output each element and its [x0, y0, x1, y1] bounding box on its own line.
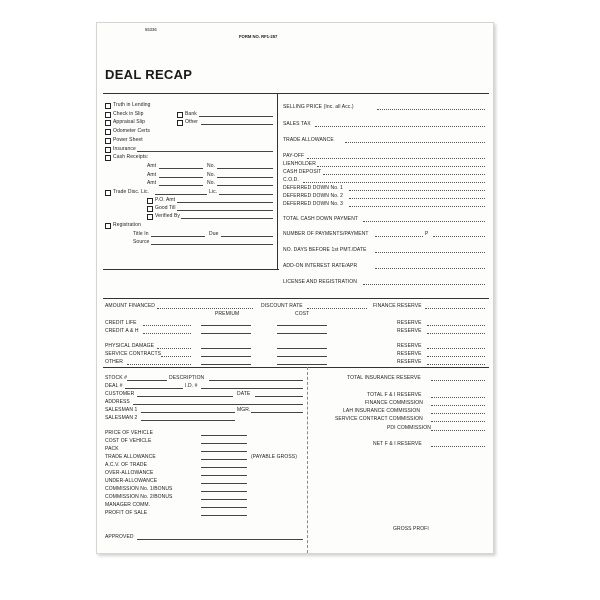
source-field[interactable]: [151, 244, 273, 245]
checklist-bottom-rule: [103, 269, 279, 270]
cost-of-vehicle-label: COST OF VEHICLE: [105, 438, 152, 444]
physical-damage-cost-field[interactable]: [277, 348, 327, 349]
service-contracts-label: SERVICE CONTRACTS: [105, 351, 162, 357]
salesman-1-label: SALESMAN 1: [105, 407, 138, 413]
other-coverage-reserve-label: RESERVE: [397, 359, 422, 365]
finance-commission-label: FINANCE COMMISSION: [365, 400, 423, 406]
credit-ah-reserve-field[interactable]: [427, 333, 485, 334]
credit-life-cost-field[interactable]: [277, 325, 327, 326]
profit-of-sale-label: PROFIT OF SALE: [105, 510, 148, 516]
selling-price-label: SELLING PRICE (Inc. all Acc.): [283, 104, 354, 110]
customer-field[interactable]: [137, 396, 233, 397]
physical-damage-dots: [157, 348, 191, 349]
license-field[interactable]: [363, 284, 485, 285]
discount-rate-field[interactable]: [307, 308, 367, 309]
insurance-field[interactable]: [137, 151, 273, 152]
no-field-1[interactable]: [217, 168, 273, 169]
bank-label: Bank: [185, 111, 197, 117]
description-label: DESCRIPTION: [169, 375, 205, 381]
finance-bottom-rule: [103, 367, 489, 368]
net-fi-reserve-label: NET F & I RESERVE: [373, 441, 422, 447]
no-days-label: NO. DAYS BEFORE 1st PMT./DATE: [283, 247, 367, 253]
other-coverage-premium-field[interactable]: [201, 364, 251, 365]
credit-life-premium-field[interactable]: [201, 325, 251, 326]
section-divider: [277, 93, 278, 269]
top-rule: [103, 93, 489, 94]
no-days-field[interactable]: [375, 252, 485, 253]
manager-comm-label: MANAGER COMM.: [105, 502, 151, 508]
po-amt-label: P.O. Amt: [155, 197, 176, 203]
physical-damage-reserve-field[interactable]: [427, 348, 485, 349]
under-allowance-field[interactable]: [201, 483, 247, 484]
commission-1-label: COMMISSION No. 1/BONUS: [105, 486, 173, 492]
total-insurance-reserve-label: TOTAL INSURANCE RESERVE: [347, 375, 421, 381]
pack-field[interactable]: [201, 451, 247, 452]
physical-damage-reserve-label: RESERVE: [397, 343, 422, 349]
other-coverage-label: OTHER: [105, 359, 123, 365]
total-cash-down-field[interactable]: [363, 221, 485, 222]
power-sheet-checkbox[interactable]: [105, 138, 111, 144]
deferred-down-3-field[interactable]: [349, 206, 485, 207]
id-field[interactable]: [201, 388, 303, 389]
credit-ah-premium-field[interactable]: [201, 333, 251, 334]
source-label: Source: [133, 239, 150, 245]
check-in-slip-checkbox[interactable]: [105, 112, 111, 118]
cod-field[interactable]: [303, 182, 485, 183]
amt-label-3: Amt: [147, 180, 157, 186]
service-contracts-dots: [161, 356, 191, 357]
commission-2-label: COMMISSION No. 2/BONUS: [105, 494, 173, 500]
verified-by-checkbox[interactable]: [147, 214, 153, 220]
amt-label-2: Amt: [147, 172, 157, 178]
stock-label: STOCK #: [105, 375, 128, 381]
truth-in-lending-checkbox[interactable]: [105, 103, 111, 109]
title-in-label: Title In: [133, 231, 149, 237]
cash-receipts-checkbox[interactable]: [105, 155, 111, 161]
cost-label: COST: [295, 311, 310, 317]
addon-interest-label: ADD-ON INTEREST RATE/APR: [283, 263, 358, 269]
salesman-2-field[interactable]: [141, 420, 235, 421]
id-label: I.D. #: [185, 383, 198, 389]
num-payments-field[interactable]: [375, 236, 423, 237]
credit-ah-reserve-label: RESERVE: [397, 328, 422, 334]
credit-ah-dots: [143, 333, 191, 334]
num-payments-label: NUMBER OF PAYMENTS/PAYMENT: [283, 231, 369, 237]
trade-allowance-vehicle-field[interactable]: [201, 459, 247, 460]
credit-ah-label: CREDIT A & H: [105, 328, 139, 334]
other-coverage-reserve-field[interactable]: [427, 364, 485, 365]
customer-label: CUSTOMER: [105, 391, 135, 397]
payment-amount-field[interactable]: [433, 236, 485, 237]
premium-label: PREMIUM: [215, 311, 240, 317]
no-label-2: No.: [207, 172, 216, 178]
finance-reserve-field[interactable]: [425, 308, 485, 309]
payable-gross-label: (PAYABLE GROSS): [251, 454, 297, 460]
bank-checkbox[interactable]: [177, 112, 183, 118]
deferred-down-2-label: DEFERRED DOWN No. 2: [283, 193, 343, 199]
pdi-commission-field[interactable]: [431, 430, 485, 431]
payoff-label: PAY-OFF: [283, 153, 305, 159]
cash-deposit-label: CASH DEPOSIT: [283, 169, 322, 175]
trade-disc-label: Trade Disc. Lic.: [113, 189, 150, 195]
lic-field[interactable]: [219, 194, 273, 195]
deal-label: DEAL #: [105, 383, 123, 389]
registration-label: Registration: [113, 222, 141, 228]
price-of-vehicle-label: PRICE OF VEHICLE: [105, 430, 153, 436]
service-contracts-reserve-label: RESERVE: [397, 351, 422, 357]
approved-field[interactable]: [137, 539, 303, 540]
amount-financed-label: AMOUNT FINANCED: [105, 303, 156, 309]
cost-of-vehicle-field[interactable]: [201, 443, 247, 444]
total-cash-down-label: TOTAL CASH DOWN PAYMENT: [283, 216, 359, 222]
good-till-label: Good Till: [155, 205, 176, 211]
credit-life-reserve-field[interactable]: [427, 325, 485, 326]
deal-recap-form: [96, 22, 494, 554]
trade-disc-field[interactable]: [155, 194, 207, 195]
sales-tax-field[interactable]: [315, 126, 485, 127]
vehicle-divider: [307, 367, 308, 553]
selling-price-field[interactable]: [377, 109, 485, 110]
commission-2-field[interactable]: [201, 499, 247, 500]
appraisal-slip-label: Appraisal Slip: [113, 119, 145, 125]
sales-tax-label: SALES TAX: [283, 121, 311, 127]
verified-by-label: Verified By: [155, 213, 181, 219]
date-field[interactable]: [255, 396, 303, 397]
bank-field[interactable]: [199, 116, 273, 117]
other-label: Other: [185, 119, 199, 125]
cod-label: C.O.D.: [283, 177, 299, 183]
deal-field[interactable]: [125, 388, 183, 389]
po-amt-field[interactable]: [177, 202, 273, 203]
credit-life-reserve-label: RESERVE: [397, 320, 422, 326]
amt-label-1: Amt: [147, 163, 157, 169]
po-amt-checkbox[interactable]: [147, 198, 153, 204]
due-label: Due: [209, 231, 219, 237]
service-contracts-reserve-field[interactable]: [427, 356, 485, 357]
addon-interest-field[interactable]: [375, 268, 485, 269]
registration-checkbox[interactable]: [105, 223, 111, 229]
good-till-checkbox[interactable]: [147, 206, 153, 212]
lic-label: Lic.: [209, 189, 218, 195]
physical-damage-premium-field[interactable]: [201, 348, 251, 349]
insurance-checkbox[interactable]: [105, 147, 111, 153]
gross-profit-label: GROSS PROFI: [393, 526, 429, 532]
form-number: FORM NO. RF1-257: [239, 34, 278, 39]
acv-field[interactable]: [201, 467, 247, 468]
trade-allowance-vehicle-label: TRADE ALLOWANCE: [105, 454, 156, 460]
physical-damage-label: PHYSICAL DAMAGE: [105, 343, 155, 349]
address-field[interactable]: [133, 404, 303, 405]
license-label: LICENSE AND REGISTRATION: [283, 279, 357, 285]
description-field[interactable]: [209, 380, 303, 381]
over-allowance-label: OVER-ALLOWANCE: [105, 470, 154, 476]
mgr-label: MGR.: [237, 407, 251, 413]
service-contract-commission-label: SERVICE CONTRACT COMMISSION: [335, 416, 423, 422]
odometer-label: Odometer Certs: [113, 128, 150, 134]
amt-field-1[interactable]: [159, 168, 203, 169]
payoff-field[interactable]: [307, 158, 485, 159]
truth-in-lending-label: Truth in Lending: [113, 102, 151, 108]
trade-disc-checkbox[interactable]: [105, 190, 111, 196]
insurance-label: Insurance: [113, 146, 136, 152]
service-contract-commission-field[interactable]: [431, 421, 485, 422]
title-in-field[interactable]: [151, 236, 205, 237]
no-field-3[interactable]: [217, 185, 273, 186]
over-allowance-field[interactable]: [201, 475, 247, 476]
no-label-3: No.: [207, 180, 216, 186]
amt-field-3[interactable]: [159, 185, 203, 186]
good-till-field[interactable]: [177, 210, 273, 211]
date-label: DATE: [237, 391, 251, 397]
no-label-1: No.: [207, 163, 216, 169]
total-insurance-reserve-field[interactable]: [431, 380, 485, 381]
finance-reserve-label: FINANCE RESERVE: [373, 303, 422, 309]
price-of-vehicle-field[interactable]: [201, 435, 247, 436]
cash-receipts-label: Cash Receipts:: [113, 154, 149, 160]
service-contracts-premium-field[interactable]: [201, 356, 251, 357]
total-fi-reserve-label: TOTAL F & I RESERVE: [367, 392, 422, 398]
service-contracts-cost-field[interactable]: [277, 356, 327, 357]
profit-of-sale-field[interactable]: [201, 515, 247, 516]
amount-financed-field[interactable]: [157, 308, 253, 309]
lah-commission-field[interactable]: [431, 413, 485, 414]
salesman-1-field[interactable]: [141, 412, 235, 413]
deferred-down-1-label: DEFERRED DOWN No. 1: [283, 185, 343, 191]
acv-label: A.C.V. OF TRADE: [105, 462, 148, 468]
credit-ah-cost-field[interactable]: [277, 333, 327, 334]
due-field[interactable]: [221, 236, 273, 237]
lah-commission-label: LAH INSURANCE COMMISSION: [343, 408, 421, 414]
deferred-down-2-field[interactable]: [349, 198, 485, 199]
no-field-2[interactable]: [217, 177, 273, 178]
credit-life-label: CREDIT LIFE: [105, 320, 137, 326]
trade-allowance-field[interactable]: [345, 142, 485, 143]
other-coverage-cost-field[interactable]: [277, 364, 327, 365]
lienholder-label: LIENHOLDER: [283, 161, 316, 167]
form-title: DEAL RECAP: [105, 67, 193, 82]
pdi-commission-label: PDI COMMISSION: [387, 425, 431, 431]
under-allowance-label: UNDER-ALLOWANCE: [105, 478, 158, 484]
manager-comm-field[interactable]: [201, 507, 247, 508]
pack-label: PACK: [105, 446, 119, 452]
discount-rate-label: DISCOUNT RATE: [261, 303, 303, 309]
commission-1-field[interactable]: [201, 491, 247, 492]
finance-top-rule: [103, 298, 489, 299]
power-sheet-label: Power Sheet: [113, 137, 143, 143]
stock-field[interactable]: [127, 380, 167, 381]
other-coverage-dots: [127, 364, 191, 365]
form-code: 55336: [145, 27, 157, 32]
total-fi-reserve-field[interactable]: [431, 397, 485, 398]
appraisal-slip-checkbox[interactable]: [105, 120, 111, 126]
approved-label: APPROVED: [105, 534, 134, 540]
cash-deposit-field[interactable]: [323, 174, 485, 175]
credit-life-dots: [143, 325, 191, 326]
net-fi-reserve-field[interactable]: [431, 446, 485, 447]
trade-allowance-label: TRADE ALLOWANCE: [283, 137, 334, 143]
p-label: P: [425, 231, 429, 237]
mgr-field[interactable]: [251, 412, 303, 413]
lienholder-field[interactable]: [317, 166, 485, 167]
salesman-2-label: SALESMAN 2: [105, 415, 138, 421]
other-field[interactable]: [201, 124, 273, 125]
address-label: ADDRESS: [105, 399, 130, 405]
deferred-down-1-field[interactable]: [349, 190, 485, 191]
other-checkbox[interactable]: [177, 120, 183, 126]
check-in-slip-label: Check in Slip: [113, 111, 144, 117]
verified-by-field[interactable]: [181, 218, 273, 219]
amt-field-2[interactable]: [159, 177, 203, 178]
finance-commission-field[interactable]: [431, 405, 485, 406]
odometer-checkbox[interactable]: [105, 129, 111, 135]
deferred-down-3-label: DEFERRED DOWN No. 3: [283, 201, 343, 207]
